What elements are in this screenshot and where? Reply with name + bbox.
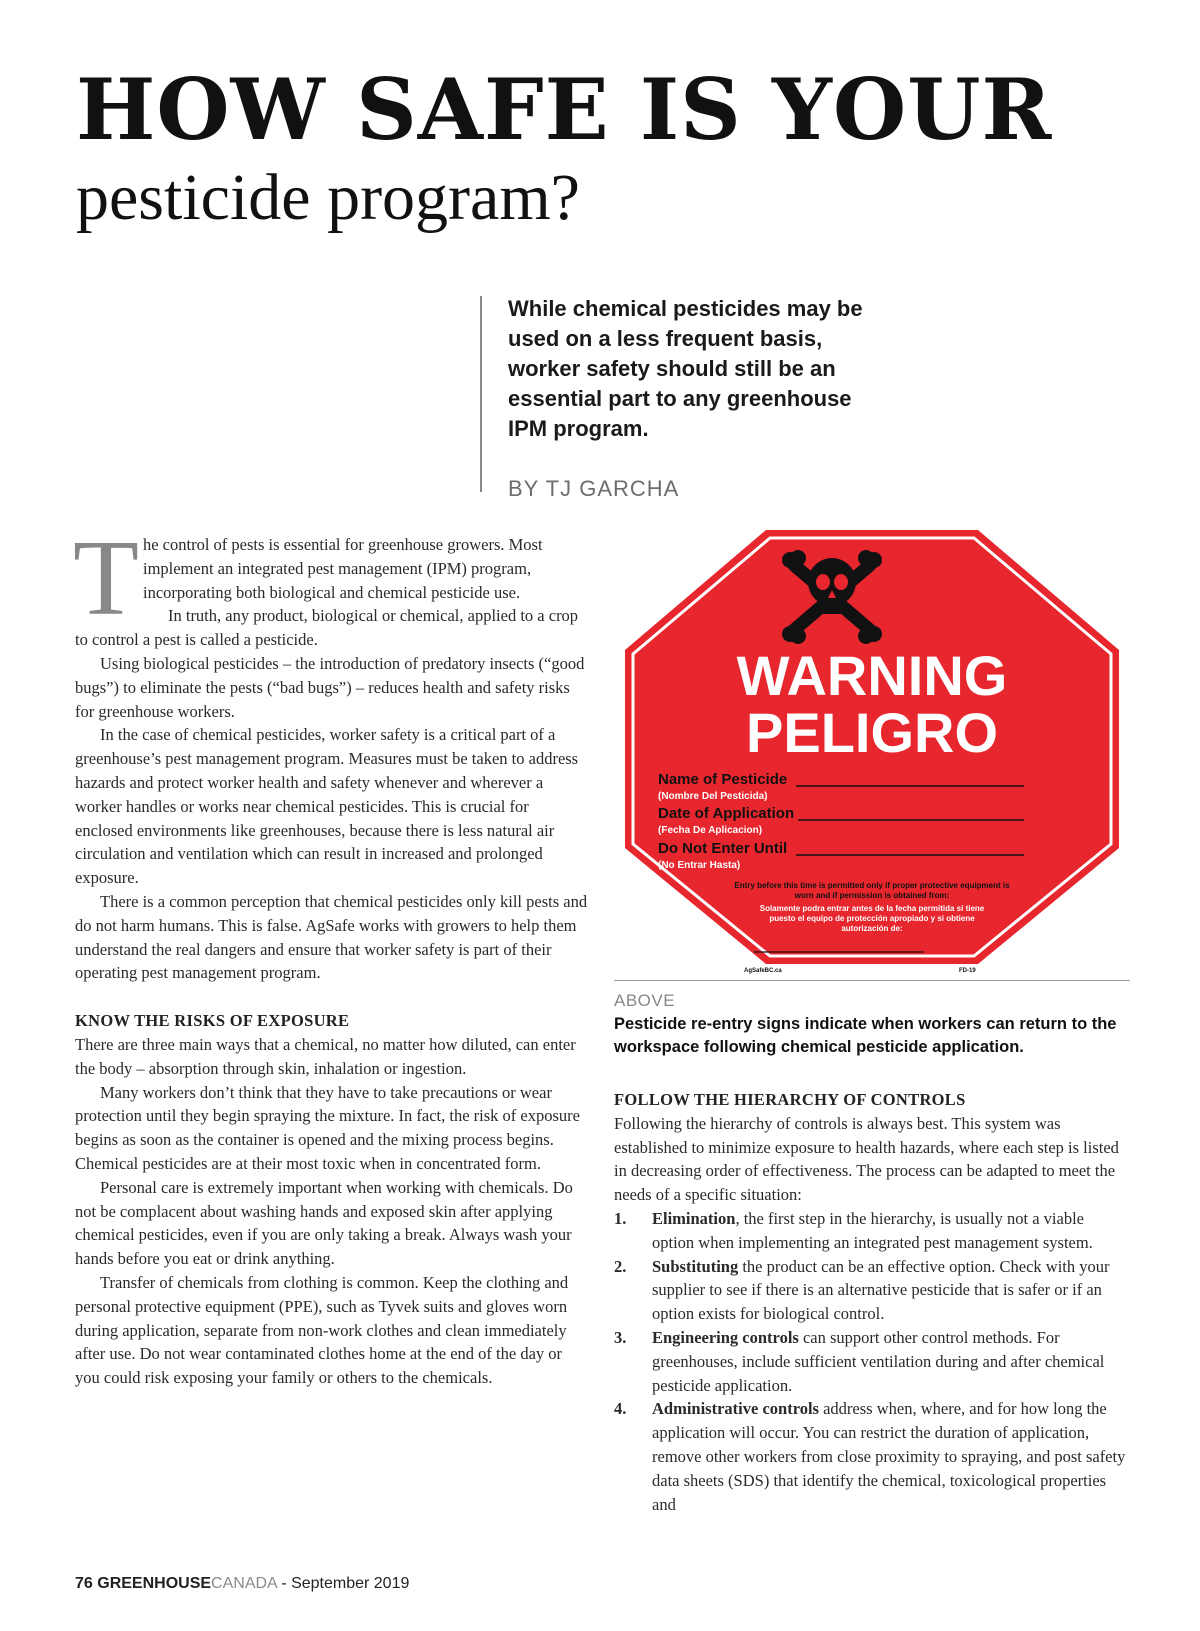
section-heading: FOLLOW THE HIERARCHY OF CONTROLS (614, 1090, 966, 1109)
sign-footer-left: AgSafeBC.ca (744, 968, 782, 974)
page-number: 76 (75, 1575, 93, 1592)
caption-text: Pesticide re-entry signs indicate when workers can return to the workspace following chemical pesticide application. (614, 1015, 1117, 1056)
caption-rule (614, 980, 1130, 981)
article-title: HOW SAFE IS YOUR (76, 60, 1053, 159)
sign-note-es: autorización de: (841, 924, 903, 933)
paragraph: Transfer of chemicals from clothing is common. Keep the clothing and personal protective equipment (PPE), such as Tyvek suits and gloves worn during application, separate from non-work clothes and clean immediately after use. Do not wear contaminated clothes home at the end of the day or you could risk exposing your family or others to the chemicals. (75, 1272, 569, 1388)
sign-footer-right: FD-19 (959, 968, 976, 974)
hierarchy-list (614, 1207, 1130, 1516)
page-footer (75, 1575, 409, 1593)
sign-note-es: puesto el equipo de protección apropiado y si obtiene (769, 914, 975, 923)
caption-label: ABOVE (614, 991, 676, 1010)
section-heading: KNOW THE RISKS OF EXPOSURE (75, 1011, 350, 1031)
sign-note-es: Solamente podra entrar antes de la fecha permitida si tiene (759, 904, 985, 913)
sign-field-label: Name of Pesticide (658, 771, 788, 788)
byline: BY TJ GARCHA (508, 476, 680, 501)
article-deck (480, 296, 888, 501)
sign-field-label-es: (No Entrar Hasta) (658, 860, 741, 871)
magazine-name-light: CANADA (211, 1575, 277, 1592)
list-item: 1. Elimination, the first step in the hierarchy, is usually not a viable option when implementing an integrated pest management system. (614, 1208, 1093, 1252)
paragraph: There is a common perception that chemical pesticides only kill pests and do not harm humans. This is false. AgSafe works with growers to help them understand the real dangers and ensure that worker safety is part of their operating pest management program. (75, 891, 588, 983)
sign-field-label: Date of Application (658, 805, 795, 822)
right-column (614, 1088, 1130, 1516)
paragraph: Following the hierarchy of controls is always best. This system was established to minimize exposure to health hazards, where each step is listed in decreasing order of effectiveness. The process can be adapted to meet the needs of a specific situation: (614, 1113, 1119, 1205)
list-item: 2. Substituting the product can be an effective option. Check with your supplier to see if there is an alternative pesticide that is safer or if an option exists for biological control. (614, 1256, 1110, 1324)
warning-sign-image (614, 530, 1130, 980)
paragraph: Personal care is extremely important when working with chemicals. Do not be complacent about washing hands and exposed skin after applying chemical pesticides, even if you are only taking a break. Always wash your hands before you eat or drink anything. (75, 1177, 573, 1269)
paragraph: There are three main ways that a chemical, no matter how diluted, can enter the body – absorption through skin, inhalation or ingestion. (75, 1034, 576, 1078)
sign-field-label-es: (Nombre Del Pesticida) (658, 791, 768, 802)
sign-field-label-es: (Fecha De Aplicacion) (658, 825, 763, 836)
sign-headline-warning: WARNING (736, 644, 1008, 707)
left-column (73, 519, 590, 1390)
sign-note: worn and if permission is obtained from: (794, 891, 950, 900)
sign-note: Entry before this time is permitted only if proper protective equipment is (734, 881, 1010, 890)
list-item: 4. Administrative controls address when, where, and for how long the application will occur. You can restrict the duration of application, remove other workers from close proximity to spraying, and post safety data sheets (SDS) that identify the chemical, toxicological properties and (614, 1399, 1126, 1514)
paragraph: Many workers don’t think that they have to take precautions or wear protection until they begin spraying the mixture. In fact, the risk of exposure begins as soon as the container is opened and the mixing process begins. Chemical pesticides are at their most toxic when in concentrated form. (75, 1082, 580, 1173)
issue-date: - September 2019 (281, 1575, 410, 1592)
warning-sign-graphic (614, 530, 1130, 980)
drop-cap: T (73, 519, 139, 638)
warning-sign-figure (614, 530, 1130, 1059)
paragraph: In the case of chemical pesticides, worker safety is a critical part of a greenhouse’s pest management program. Measures must be taken to address hazards and protect worker health and safety whenever and wherever a worker handles or works near chemical pesticides. This is crucial for enclosed environments like greenhouses, because there is less natural air circulation and ventilation which can result in increased and prolonged exposure. (75, 725, 579, 888)
paragraph: Using biological pesticides – the introduction of predatory insects (“good bugs”) to eliminate the pests (“bad bugs”) – reduces health and safety risks for greenhouse workers. (75, 653, 585, 721)
sign-field-label: Do Not Enter Until (658, 840, 788, 857)
article-subtitle: pesticide program? (76, 161, 580, 234)
paragraph: In truth, any product, biological or chemical, applied to a crop to control a pest is called a pesticide. (75, 606, 579, 650)
list-item: 3. Engineering controls can support other control methods. For greenhouses, include sufficient ventilation during and after chemical pesticide application. (614, 1327, 1105, 1395)
paragraph: The control of pests is essential for greenhouse growers. Most implement an integrated pest management (IPM) program, incorporating both biological and chemical pesticide use. (73, 519, 543, 638)
magazine-name-bold: GREENHOUSE (97, 1575, 212, 1592)
sign-headline-peligro: PELIGRO (745, 701, 999, 764)
deck-text: While chemical pesticides may be used on a less frequent basis, worker safety should still be an essential part to any greenhouse IPM program. (508, 296, 863, 441)
